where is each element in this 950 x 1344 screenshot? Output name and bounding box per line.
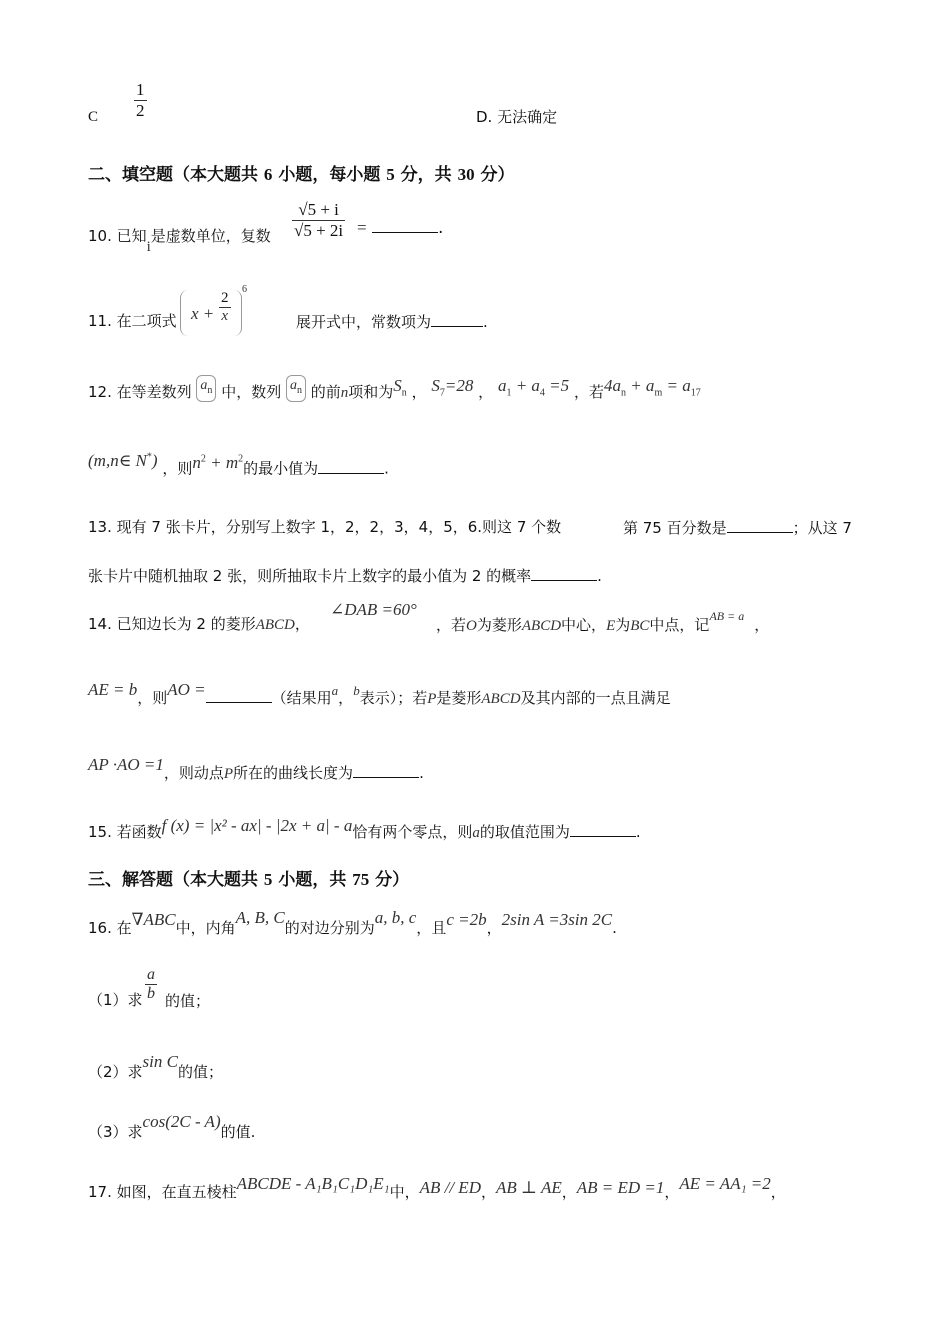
- q16-b: 中，内角: [175, 919, 236, 937]
- q10-blank: [372, 218, 438, 233]
- q12-s7val: =28: [444, 376, 474, 395]
- q12-end: .: [384, 459, 389, 478]
- q14-AO: AO =: [167, 680, 206, 699]
- q12-subn: n: [207, 384, 213, 396]
- s3-total: 75: [352, 870, 370, 889]
- q10-end: .: [438, 218, 444, 238]
- q17-b: 中，: [389, 1183, 420, 1201]
- q13-a: 13. 现有 7 张卡片，分别写上数字 1，2，2，3，4，5，6.则这 7 个数: [88, 518, 562, 536]
- q16-p3: （3）求: [88, 1123, 143, 1141]
- q12-b: 中，数列: [221, 383, 282, 401]
- q12-mnclose: ): [151, 450, 158, 470]
- q12-blank: [318, 459, 384, 474]
- q14-n: 及其内部的一点且满足: [520, 689, 671, 707]
- question-16: [88, 908, 617, 938]
- q14-ABa: AB = a: [709, 609, 745, 623]
- q14-line-1-tail: [436, 609, 770, 635]
- q14-g: 中点，记: [649, 616, 710, 634]
- q17-par: AB // ED: [419, 1178, 481, 1197]
- q12-pm: + m: [210, 452, 239, 472]
- q14-c: ，若: [436, 616, 467, 634]
- q15-b: 恰有两个零点，则: [352, 823, 473, 841]
- q16-p2: （2）求: [88, 1063, 143, 1081]
- q14-b: ，: [294, 615, 310, 633]
- q12-a1: a: [497, 376, 507, 395]
- q12-an: a: [200, 378, 208, 393]
- q13-part-b: [623, 517, 852, 538]
- q14-E: E: [606, 618, 616, 634]
- question-10: [88, 226, 271, 255]
- q12-e: ，: [411, 383, 427, 401]
- q14-h: ，: [754, 616, 770, 634]
- s2-score: 5: [386, 165, 395, 184]
- q12-i: 的最小值为: [243, 459, 319, 478]
- q14-p: 所在的曲线长度为: [233, 764, 354, 782]
- q16-ABC: A, B, C: [235, 908, 285, 927]
- question-14-line-2: [88, 680, 671, 709]
- q11-a: 11. 在二项式: [88, 312, 177, 330]
- q14-P: P: [427, 691, 437, 707]
- q12-S: S: [393, 376, 402, 395]
- q12-a4: a: [531, 376, 540, 395]
- q12-Ssub: n: [401, 387, 407, 399]
- q14-blank-2: [353, 763, 419, 778]
- q17-prism: ABCDE - A₁B₁C₁D₁E₁: [236, 1174, 390, 1193]
- q16-p3e: 的值.: [220, 1123, 256, 1141]
- q14-AEb: AE = b: [88, 680, 138, 699]
- s2-b: 小题，每小题: [272, 165, 387, 185]
- s3-a: 三、解答题（本大题共: [88, 870, 264, 890]
- q12-two2: 2: [238, 453, 244, 464]
- q12-a1sub: 1: [506, 387, 512, 399]
- q14-O: O: [466, 618, 477, 634]
- q10-fraction: [292, 200, 345, 241]
- q14-end: .: [419, 764, 424, 782]
- question-11: [88, 311, 177, 331]
- q14-j: （结果用: [271, 689, 332, 707]
- section-2-heading: [88, 165, 515, 185]
- q12-a4sub: 4: [539, 387, 545, 399]
- q16-p2e: 的值；: [177, 1063, 223, 1081]
- q16-p1e: 的值；: [165, 992, 211, 1010]
- q16-triangle: ∇ABC: [131, 910, 176, 929]
- s3-c: 分）: [369, 870, 410, 890]
- q16-end: .: [612, 919, 617, 937]
- question-13-line-1: [88, 517, 561, 537]
- q11-blank: [431, 312, 483, 327]
- q12-two: 2: [200, 453, 206, 464]
- option-c-fraction: [134, 80, 147, 121]
- q14-angle: ∠DAB =60°: [330, 600, 417, 619]
- question-13-line-2: [88, 566, 602, 586]
- q13-b: 第 75 百分数是: [623, 519, 727, 537]
- q12-n2: n: [192, 452, 201, 472]
- q12-star: *: [146, 451, 152, 462]
- q16-abc: a, b, c: [374, 908, 417, 927]
- q15-end: .: [635, 823, 641, 841]
- q15-c: 的取值范围为: [479, 823, 570, 841]
- question-12-line-2: [88, 450, 389, 479]
- q12-an2: a: [289, 378, 297, 393]
- question-12-line-1: [88, 376, 701, 410]
- q13-blank-1: [727, 518, 793, 533]
- q16-p3m: cos(2C - A): [142, 1112, 221, 1131]
- q14-P2: P: [223, 766, 234, 782]
- q14-abcd: ABCD: [255, 617, 295, 633]
- q16-e: ，: [486, 919, 502, 937]
- q12-c: 的前: [310, 383, 341, 401]
- q11-pow: 6: [242, 284, 247, 295]
- q17-perp: AB ⊥ AE: [496, 1178, 562, 1197]
- q14-vb: b: [353, 683, 360, 698]
- s3-count: 5: [263, 870, 273, 889]
- s2-c: 分，共: [394, 165, 458, 185]
- q14-l: 表示）；若: [359, 689, 428, 707]
- q16-d: ，且: [416, 919, 447, 937]
- q12-cond2: + a: [630, 376, 655, 395]
- q16-p1-fraction: [145, 966, 157, 1003]
- s2-total: 30: [457, 165, 475, 184]
- q12-d: 项和为: [348, 383, 394, 401]
- q15-function: f (x) = |x² - ax| - |2x + a| - a: [161, 816, 353, 835]
- q16-sin: 2sin A =3sin 2C: [501, 910, 613, 929]
- question-14-line-1: [88, 614, 310, 635]
- q12-condsub: n: [620, 387, 626, 399]
- q10-eq-sign: =: [357, 218, 367, 237]
- q12-cond3: = a: [666, 376, 691, 395]
- q14-APAO: AP ·AO =1: [88, 755, 164, 774]
- question-14-line-3: [88, 755, 424, 784]
- section-3-heading: [88, 870, 409, 890]
- q12-s7sub: 7: [439, 387, 445, 399]
- q16-c: 的对边分别为: [284, 919, 375, 937]
- s2-count: 6: [263, 165, 273, 184]
- q16-p2m: sin C: [142, 1052, 178, 1071]
- q14-e: 中心，: [561, 616, 607, 634]
- q10-i: i: [146, 239, 151, 255]
- q10-b: 是虚数单位，复数: [150, 227, 271, 245]
- q13-d: 张卡片中随机抽取 2 张，则所抽取卡片上数字的最小值为 2 的概率: [88, 567, 532, 585]
- q16-p1: （1）求: [88, 991, 143, 1009]
- option-d: D. 无法确定: [476, 108, 558, 126]
- q14-BC: BC: [630, 618, 650, 634]
- q11-expr: x +: [191, 304, 215, 323]
- q11-end: .: [483, 313, 488, 331]
- q11-expression: [180, 290, 242, 336]
- q12-cond3sub: 17: [690, 387, 701, 399]
- q14-abcd2: ABCD: [521, 618, 562, 634]
- q12-h: ，则: [162, 459, 193, 478]
- q14-k: ，: [338, 689, 354, 707]
- option-c-letter: C: [88, 109, 99, 125]
- q12-f: ，: [478, 383, 494, 401]
- q10-den: √5 + 2i: [294, 221, 344, 240]
- q13-blank-2: [531, 566, 597, 581]
- question-17: [88, 1174, 786, 1202]
- q12-subn2: n: [296, 384, 302, 396]
- q17-f: ，: [770, 1183, 786, 1201]
- q13-c: ；从这 7: [792, 519, 852, 537]
- q14-a: 14. 已知边长为 2 的菱形: [88, 615, 256, 633]
- q12-plus: +: [515, 376, 528, 395]
- question-15: [88, 816, 641, 843]
- q14-m: 是菱形: [436, 689, 482, 707]
- q16-p1n: a: [147, 966, 155, 983]
- q17-d: ，: [561, 1183, 577, 1201]
- q16-p1d: b: [147, 985, 155, 1002]
- q15-va: a: [472, 825, 480, 841]
- q10-num: √5 + i: [292, 200, 345, 221]
- q11-b: 展开式中，常数项为: [296, 313, 432, 331]
- q12-n: n: [340, 385, 349, 401]
- q12-cond: 4a: [603, 376, 621, 395]
- q17-eq1: AB = ED =1: [576, 1178, 665, 1197]
- q12-a: 12. 在等差数列: [88, 383, 192, 401]
- q14-abcd3: ABCD: [481, 691, 521, 707]
- q12-cond2sub: m: [654, 387, 663, 399]
- s2-a: 二、填空题（本大题共: [88, 165, 264, 185]
- q16-c2b: c =2b: [446, 910, 487, 929]
- q14-i: ，则: [137, 689, 168, 707]
- q17-eq2: AE = AA₁ =2: [679, 1174, 771, 1193]
- q10-eq: [357, 218, 443, 238]
- q14-d: 为菱形: [476, 616, 522, 634]
- q14-o: ，则动点: [163, 764, 224, 782]
- q12-s7: S: [431, 376, 440, 395]
- q16-a: 16. 在: [88, 919, 132, 937]
- question-16-part-2: [88, 1052, 223, 1082]
- question-16-part-1: [88, 990, 143, 1010]
- question-16-part-3: [88, 1112, 256, 1142]
- q12-a14val: =5: [549, 376, 570, 395]
- q12-mn: (m,n∈ N: [88, 450, 147, 470]
- fraction-numerator: 1: [136, 80, 145, 99]
- q17-e: ，: [664, 1183, 680, 1201]
- fraction-denominator: 2: [136, 101, 145, 120]
- q13-end: .: [597, 567, 602, 585]
- q14-blank-1: [206, 688, 272, 703]
- q15-blank: [570, 822, 636, 837]
- q11-fn: 2: [221, 290, 229, 306]
- q14-va: a: [331, 683, 339, 698]
- q12-g: ，若: [573, 383, 604, 401]
- q15-a: 15. 若函数: [88, 823, 162, 841]
- q11-fd: x: [221, 308, 229, 324]
- q17-a: 17. 如图，在直五棱柱: [88, 1183, 237, 1201]
- q11-tail: [296, 311, 488, 332]
- q10-a: 10. 已知: [88, 227, 147, 245]
- s3-b: 小题，共: [272, 870, 353, 890]
- s2-d: 分）: [474, 165, 515, 185]
- q14-f: 为: [615, 616, 631, 634]
- option-c: [88, 106, 98, 127]
- q17-c: ，: [480, 1183, 496, 1201]
